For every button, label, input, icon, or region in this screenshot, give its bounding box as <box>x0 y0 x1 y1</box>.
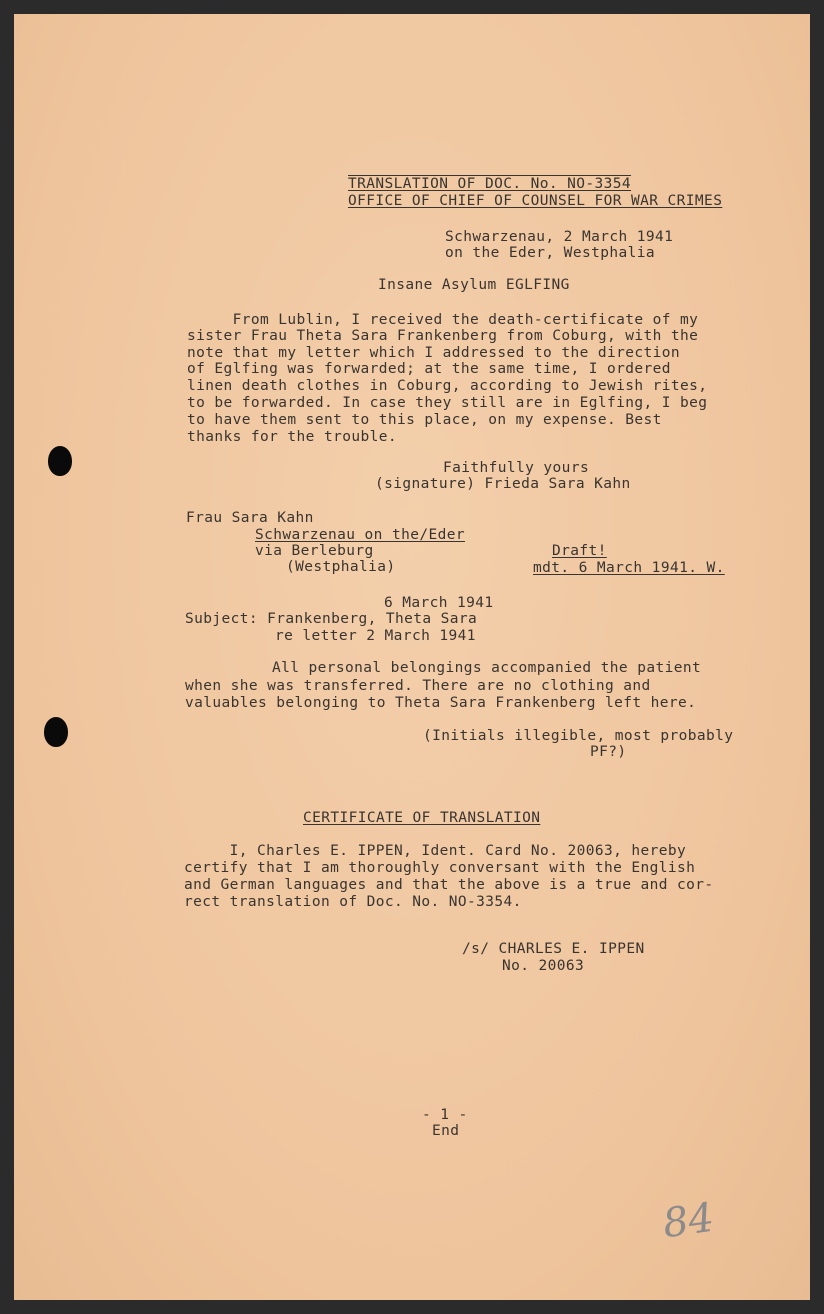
translator-number: No. 20063 <box>502 958 585 974</box>
reply-via: via Berleburg <box>255 543 374 559</box>
letter-line: to be forwarded. In case they still are in Eglfing, I beg <box>187 395 708 411</box>
reply-subject-1: Subject: Frankenberg, Theta Sara <box>185 611 478 627</box>
letter-line: to have them sent to this place, on my expense. Best <box>187 412 662 428</box>
page-number: - 1 - <box>422 1107 468 1123</box>
letter-line: linen death clothes in Coburg, according to Jewish rites, <box>187 378 708 394</box>
end-mark: End <box>432 1123 460 1139</box>
place-date-line-1: Schwarzenau, 2 March 1941 <box>445 229 674 245</box>
closing-line-1: Faithfully yours <box>443 460 590 476</box>
header-line-1: TRANSLATION OF DOC. No. NO-3354 <box>348 176 632 192</box>
letter-line: of Eglfing was forwarded; at the same time, I ordered <box>187 361 671 377</box>
letter-line: From Lublin, I received the death-certificate of my <box>187 312 699 328</box>
certificate-line: rect translation of Doc. No. NO-3354. <box>184 894 522 910</box>
header-line-2: OFFICE OF CHIEF OF COUNSEL FOR WAR CRIMES <box>348 193 723 209</box>
certificate-line: certify that I am thoroughly conversant with the English <box>184 860 696 876</box>
draft-label: Draft! <box>552 543 607 559</box>
certificate-title: CERTIFICATE OF TRANSLATION <box>303 810 541 826</box>
reply-body-line: All personal belongings accompanied the patient <box>272 660 702 676</box>
draft-mdt: mdt. 6 March 1941. W. <box>533 560 725 576</box>
reply-region: (Westphalia) <box>286 559 396 575</box>
punch-hole-bottom <box>44 717 68 747</box>
reply-body-line: valuables belonging to Theta Sara Frankenberg left here. <box>185 695 697 711</box>
reply-body-line: when she was transferred. There are no clothing and <box>185 678 651 694</box>
letter-line: thanks for the trouble. <box>187 429 397 445</box>
reply-street: Schwarzenau on the/Eder <box>255 527 465 543</box>
initials-line-2: PF?) <box>590 744 627 760</box>
closing-line-2: (signature) Frieda Sara Kahn <box>375 476 631 492</box>
certificate-line: I, Charles E. IPPEN, Ident. Card No. 20063, hereby <box>184 843 687 859</box>
letter-line: note that my letter which I addressed to the direction <box>187 345 681 361</box>
initials-line-1: (Initials illegible, most probably <box>423 728 734 744</box>
punch-hole-top <box>48 446 72 476</box>
addressee: Insane Asylum EGLFING <box>378 277 570 293</box>
handwritten-page-note: 84 <box>660 1194 717 1248</box>
letter-line: sister Frau Theta Sara Frankenberg from Coburg, with the <box>187 328 699 344</box>
certificate-line: and German languages and that the above is a true and cor- <box>184 877 714 893</box>
reply-date: 6 March 1941 <box>384 595 494 611</box>
place-date-line-2: on the Eder, Westphalia <box>445 245 655 261</box>
translator-signature: /s/ CHARLES E. IPPEN <box>462 941 645 957</box>
reply-name: Frau Sara Kahn <box>186 510 314 526</box>
reply-subject-2: re letter 2 March 1941 <box>275 628 476 644</box>
